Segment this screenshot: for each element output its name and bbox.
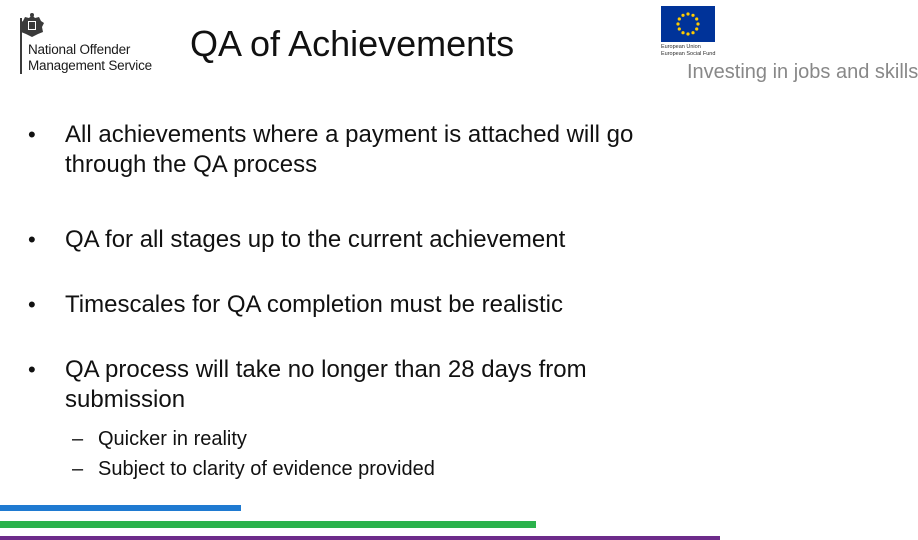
page-title: QA of Achievements	[190, 23, 515, 64]
bullet-text: QA for all stages up to the current achievement	[65, 226, 566, 253]
sub-bullet-marker: –	[72, 458, 84, 480]
bullet-item	[28, 290, 563, 320]
eu-flag-icon	[661, 6, 715, 42]
bullet-item	[28, 225, 565, 255]
noms-line-1: National Offender	[28, 42, 131, 57]
footer-stripe-green	[0, 521, 536, 528]
bullet-marker: •	[28, 292, 36, 317]
bullet-text: Timescales for QA completion must be realistic	[65, 291, 563, 318]
sub-bullet-text: Subject to clarity of evidence provided	[98, 458, 435, 480]
noms-wordmark	[28, 42, 152, 74]
bullet-item	[28, 355, 708, 415]
bullet-marker: •	[28, 122, 36, 147]
bullet-marker: •	[28, 357, 36, 382]
eu-line-3: Investing in jobs and skills	[687, 61, 918, 83]
eu-caption	[661, 44, 918, 87]
footer-stripe-blue	[0, 505, 241, 511]
eu-line-2: European Social Fund	[661, 50, 716, 57]
sub-bullet-item	[72, 424, 672, 454]
sub-bullet-item	[72, 454, 672, 484]
noms-line-2: Management Service	[28, 58, 152, 73]
sub-bullet-list	[72, 424, 672, 484]
royal-crest-icon	[18, 12, 46, 38]
sub-bullet-text: Quicker in reality	[98, 428, 247, 450]
eu-line-1: European Union	[661, 44, 701, 50]
eu-logo	[661, 6, 918, 83]
bullet-text: All achievements where a payment is attached will go through the QA process	[65, 121, 634, 178]
bullet-text: QA process will take no longer than 28 days from submission	[65, 356, 587, 413]
footer-stripe-purple	[0, 536, 720, 540]
bullet-marker: •	[28, 227, 36, 252]
bullet-item	[28, 120, 708, 180]
sub-bullet-marker: –	[72, 428, 84, 450]
logo-divider	[20, 18, 22, 74]
noms-logo	[12, 12, 172, 74]
